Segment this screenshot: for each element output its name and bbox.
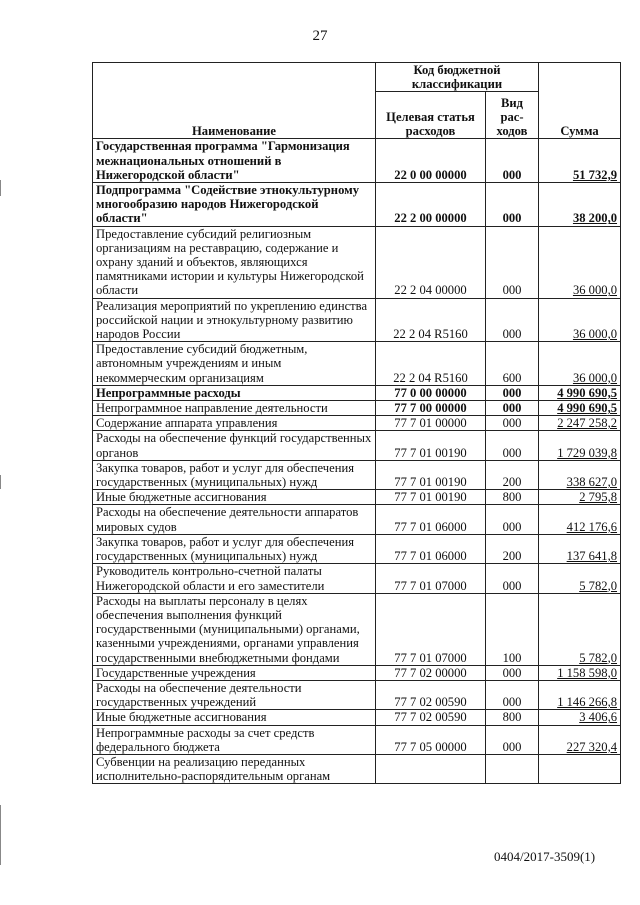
row-kind-cell: 000: [486, 298, 539, 342]
row-sum-cell: 51 732,9: [539, 139, 621, 183]
row-sum-cell: 412 176,6: [539, 505, 621, 534]
row-name-cell: Предоставление субсидий бюджетным, автономным учреждениям и иным некоммерческим организациям: [93, 342, 376, 386]
row-code-cell: 77 7 02 00590: [376, 710, 486, 725]
table-row: [93, 505, 621, 534]
row-code-cell: 77 0 00 00000: [376, 385, 486, 400]
row-sum-cell: 36 000,0: [539, 298, 621, 342]
row-kind-cell: 000: [486, 416, 539, 431]
row-kind-cell: 800: [486, 710, 539, 725]
header-classification: Код бюджетной классификации: [376, 63, 539, 92]
row-name-cell: Иные бюджетные ассигнования: [93, 710, 376, 725]
header-target: Целевая статья расходов: [376, 92, 486, 139]
table-row: [93, 183, 621, 227]
row-code-cell: 77 7 01 00000: [376, 416, 486, 431]
table-row: [93, 401, 621, 416]
row-name-cell: Государственные учреждения: [93, 665, 376, 680]
row-sum-cell: 3 406,6: [539, 710, 621, 725]
row-kind-cell: 200: [486, 534, 539, 563]
table-row: [93, 342, 621, 386]
header-sum: Сумма: [539, 63, 621, 139]
row-sum-cell: 5 782,0: [539, 564, 621, 593]
row-sum-cell: 4 990 690,5: [539, 401, 621, 416]
row-sum-cell: 38 200,0: [539, 183, 621, 227]
row-code-cell: 77 7 02 00590: [376, 680, 486, 709]
row-name-cell: Непрограммные расходы: [93, 385, 376, 400]
row-name-cell: Реализация мероприятий по укреплению единства российской нации и этнокультурному развитию народов России: [93, 298, 376, 342]
row-sum-cell: 2 247 258,2: [539, 416, 621, 431]
row-name-cell: Содержание аппарата управления: [93, 416, 376, 431]
row-code-cell: 22 2 04 R5160: [376, 298, 486, 342]
row-code-cell: 77 7 01 07000: [376, 593, 486, 665]
table-row: [93, 139, 621, 183]
row-code-cell: 22 2 00 00000: [376, 183, 486, 227]
row-code-cell: [376, 754, 486, 783]
row-name-cell: Непрограммные расходы за счет средств федерального бюджета: [93, 725, 376, 754]
row-kind-cell: 100: [486, 593, 539, 665]
document-code: 0404/2017-3509(1): [494, 849, 596, 864]
row-name-cell: Расходы на выплаты персоналу в целях обеспечения выполнения функций государственными (муниципальными) органами, казенными учреждениями, органами управления государственными внебюджетными фондами: [93, 593, 376, 665]
row-sum-cell: 1 146 266,8: [539, 680, 621, 709]
header-row-1: [93, 63, 621, 92]
row-kind-cell: 000: [486, 680, 539, 709]
row-kind-cell: 000: [486, 725, 539, 754]
row-code-cell: 22 2 04 R5160: [376, 342, 486, 386]
row-kind-cell: 000: [486, 385, 539, 400]
row-sum-cell: 1 729 039,8: [539, 431, 621, 460]
table-row: [93, 226, 621, 298]
row-code-cell: 22 2 04 00000: [376, 226, 486, 298]
row-kind-cell: 000: [486, 139, 539, 183]
row-name-cell: Закупка товаров, работ и услуг для обеспечения государственных (муниципальных) нужд: [93, 534, 376, 563]
budget-table: [92, 62, 621, 784]
row-sum-cell: 36 000,0: [539, 226, 621, 298]
table-row: [93, 754, 621, 783]
row-name-cell: Предоставление субсидий религиозным организациям на реставрацию, содержание и охрану зданий и объектов, являющихся памятниками истории и культуры Нижегородской области: [93, 226, 376, 298]
left-margin-mark: [0, 180, 1, 196]
row-kind-cell: 000: [486, 665, 539, 680]
row-kind-cell: 000: [486, 564, 539, 593]
row-kind-cell: 800: [486, 490, 539, 505]
row-kind-cell: 600: [486, 342, 539, 386]
row-kind-cell: 000: [486, 183, 539, 227]
header-kind: Вид рас-ходов: [486, 92, 539, 139]
row-kind-cell: 200: [486, 460, 539, 489]
row-code-cell: 77 7 01 00190: [376, 460, 486, 489]
row-code-cell: 77 7 01 06000: [376, 505, 486, 534]
row-code-cell: 77 7 05 00000: [376, 725, 486, 754]
row-name-cell: Расходы на обеспечение деятельности аппаратов мировых судов: [93, 505, 376, 534]
row-code-cell: 77 7 01 07000: [376, 564, 486, 593]
table-row: [93, 431, 621, 460]
left-margin-mark: [0, 475, 1, 489]
row-sum-cell: 1 158 598,0: [539, 665, 621, 680]
table-row: [93, 298, 621, 342]
row-name-cell: Субвенции на реализацию переданных исполнительно-распорядительным органам: [93, 754, 376, 783]
row-name-cell: Расходы на обеспечение функций государственных органов: [93, 431, 376, 460]
row-name-cell: Непрограммное направление деятельности: [93, 401, 376, 416]
row-sum-cell: 4 990 690,5: [539, 385, 621, 400]
row-kind-cell: 000: [486, 401, 539, 416]
table-row: [93, 534, 621, 563]
row-kind-cell: [486, 754, 539, 783]
left-margin-mark: [0, 805, 1, 865]
table-row: [93, 490, 621, 505]
row-name-cell: Закупка товаров, работ и услуг для обеспечения государственных (муниципальных) нужд: [93, 460, 376, 489]
row-sum-cell: 2 795,8: [539, 490, 621, 505]
table-row: [93, 710, 621, 725]
row-sum-cell: 137 641,8: [539, 534, 621, 563]
row-kind-cell: 000: [486, 505, 539, 534]
row-sum-cell: 338 627,0: [539, 460, 621, 489]
row-sum-cell: [539, 754, 621, 783]
row-kind-cell: 000: [486, 431, 539, 460]
header-name: Наименование: [93, 63, 376, 139]
row-name-cell: Иные бюджетные ассигнования: [93, 490, 376, 505]
table-row: [93, 416, 621, 431]
table-row: [93, 460, 621, 489]
table-row: [93, 665, 621, 680]
table-row: [93, 564, 621, 593]
page-number: 27: [312, 28, 328, 44]
row-name-cell: Государственная программа "Гармонизация межнациональных отношений в Нижегородской области": [93, 139, 376, 183]
row-sum-cell: 5 782,0: [539, 593, 621, 665]
row-code-cell: 77 7 01 00190: [376, 490, 486, 505]
table-row: [93, 593, 621, 665]
row-code-cell: 77 7 01 00190: [376, 431, 486, 460]
row-name-cell: Подпрограмма "Содействие этнокультурному многообразию народов Нижегородской области": [93, 183, 376, 227]
row-name-cell: Руководитель контрольно-счетной палаты Нижегородской области и его заместители: [93, 564, 376, 593]
row-code-cell: 22 0 00 00000: [376, 139, 486, 183]
row-sum-cell: 227 320,4: [539, 725, 621, 754]
row-sum-cell: 36 000,0: [539, 342, 621, 386]
row-code-cell: 77 7 02 00000: [376, 665, 486, 680]
row-kind-cell: 000: [486, 226, 539, 298]
table-row: [93, 680, 621, 709]
table-row: [93, 725, 621, 754]
table-row: [93, 385, 621, 400]
row-code-cell: 77 7 01 06000: [376, 534, 486, 563]
row-code-cell: 77 7 00 00000: [376, 401, 486, 416]
row-name-cell: Расходы на обеспечение деятельности государственных учреждений: [93, 680, 376, 709]
